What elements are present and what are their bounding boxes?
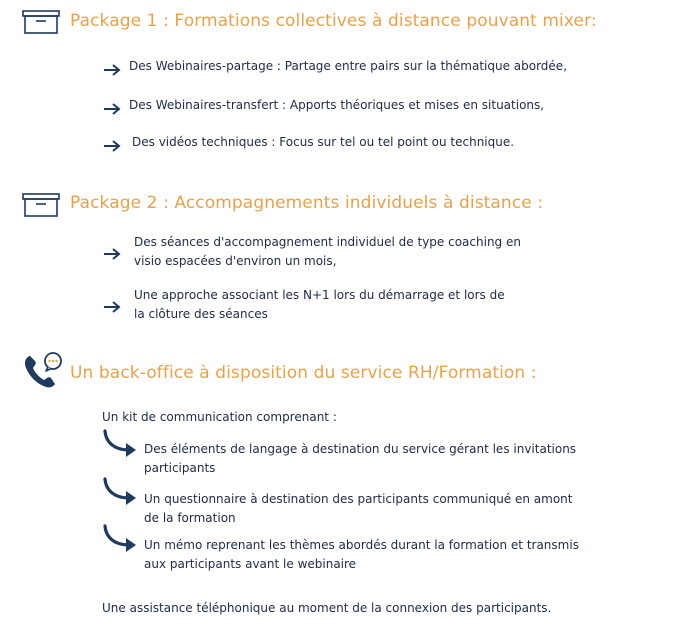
package-1-title: Package 1 : Formations collectives à distance pouvant mixer: [70,11,597,31]
archive-box-icon [22,10,60,38]
curved-arrow-icon [101,477,139,511]
backoffice-item-3-line-2: aux participants avant le webinaire [144,557,357,571]
backoffice-footer: Une assistance téléphonique au moment de la connexion des participants. [102,601,552,615]
package-2-item-1 [134,233,521,271]
package-1-item-3: Des vidéos techniques : Focus sur tel ou tel point ou technique. [132,135,515,149]
arrow-right-icon [103,298,121,317]
backoffice-intro: Un kit de communication comprenant : [102,410,337,424]
package-1-item-2: Des Webinaires-transfert : Apports théoriques et mises en situations, [129,98,545,112]
package-2-item-2-line-1: Une approche associant les N+1 lors du démarrage et lors de [134,288,505,302]
package-2-item-2-line-2: la clôture des séances [134,307,268,321]
package-2-item-2 [134,286,505,324]
backoffice-item-1 [144,440,576,478]
backoffice-item-2-line-2: de la formation [144,511,236,525]
package-2-title: Package 2 : Accompagnements individuels à distance : [70,193,544,213]
package-1-item-1: Des Webinaires-partage : Partage entre pairs sur la thématique abordée, [129,59,568,73]
backoffice-item-2-line-1: Un questionnaire à destination des participants communiqué en amont [144,492,573,506]
package-2-item-1-line-2: visio espacées d'environ un mois, [134,254,337,268]
backoffice-item-3-line-1: Un mémo reprenant les thèmes abordés durant la formation et transmis [144,538,579,552]
arrow-right-icon [103,245,121,264]
phone-chat-icon [22,352,64,394]
package-2-item-1-line-1: Des séances d'accompagnement individuel de type coaching en [134,235,521,249]
arrow-right-icon [103,100,121,119]
backoffice-item-2 [144,490,573,528]
arrow-right-icon [103,137,121,156]
arrow-right-icon [103,61,121,80]
backoffice-item-1-line-2: participants [144,461,216,475]
backoffice-item-1-line-1: Des éléments de langage à destination du service gérant les invitations [144,442,577,456]
archive-box-icon [22,193,60,221]
backoffice-item-3 [144,536,579,574]
backoffice-title: Un back-office à disposition du service RH/Formation : [70,363,537,383]
curved-arrow-icon [101,429,139,463]
curved-arrow-icon [101,524,139,558]
